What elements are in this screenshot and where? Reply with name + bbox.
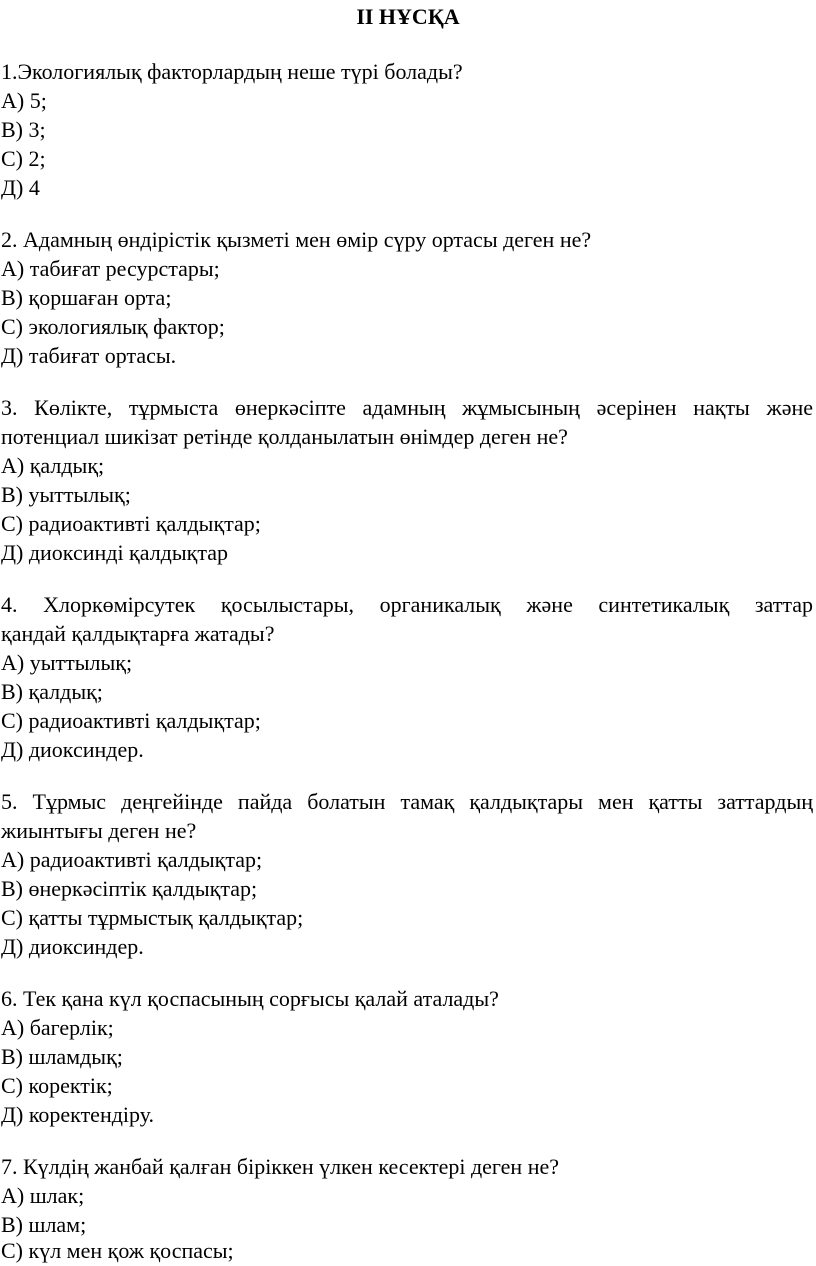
question-2-text: 2. Адамның өндірістік қызметі мен өмір сүру ортасы деген не? <box>1 227 592 252</box>
question-1-option-c: С) 2; <box>1 146 46 171</box>
question-3-text-line-2: потенциал шикізат ретінде қолданылатын өнімдер деген не? <box>1 424 568 449</box>
question-1-text: 1.Экологиялық факторлардың неше түрі болады? <box>1 59 463 84</box>
question-4-option-c: С) радиоактивті қалдықтар; <box>1 708 261 733</box>
question-7-option-b: В) шлам; <box>1 1212 87 1237</box>
question-2-option-a: А) табиғат ресурстары; <box>1 256 220 281</box>
question-4-option-b: В) қалдық; <box>1 679 103 704</box>
question-3-option-c: С) радиоактивті қалдықтар; <box>1 511 261 536</box>
question-5-option-b: В) өнеркәсіптік қалдықтар; <box>1 876 258 901</box>
question-5-text-line-2: жиынтығы деген не? <box>1 818 197 843</box>
question-1-option-a: А) 5; <box>1 88 47 113</box>
question-3-option-d: Д) диоксинді қалдықтар <box>1 540 228 565</box>
question-2-option-b: В) қоршаған орта; <box>1 285 172 310</box>
question-3-option-b: В) уыттылық; <box>1 482 131 507</box>
question-5-option-d: Д) диоксиндер. <box>1 934 144 959</box>
question-2-option-d: Д) табиғат ортасы. <box>1 343 177 368</box>
question-5-option-c: С) қатты тұрмыстық қалдықтар; <box>1 905 304 930</box>
question-1-option-d: Д) 4 <box>1 175 40 200</box>
question-6-option-c: С) коректік; <box>1 1073 113 1098</box>
question-2-option-c: С) экологиялық фактор; <box>1 314 225 339</box>
question-6-option-b: В) шламдық; <box>1 1044 123 1069</box>
question-7-option-a: А) шлак; <box>1 1183 85 1208</box>
question-5-option-a: А) радиоактивті қалдықтар; <box>1 847 263 872</box>
question-7-text: 7. Күлдің жанбай қалған біріккен үлкен кесектері деген не? <box>1 1154 560 1179</box>
question-6-option-d: Д) коректендіру. <box>1 1102 155 1127</box>
page-title: II НҰСҚА <box>356 4 460 29</box>
question-3-option-a: А) қалдық; <box>1 453 105 478</box>
question-4-option-a: А) уыттылық; <box>1 650 133 675</box>
question-6-option-a: А) багерлік; <box>1 1015 114 1040</box>
question-4-text-line-1: 4. Хлоркөмірсутек қосылыстары, органикалық және синтетикалық заттар <box>1 592 813 617</box>
question-1-option-b: В) 3; <box>1 117 46 142</box>
question-7-option-c: С) күл мен қож қоспасы; <box>1 1238 234 1263</box>
question-5-text-line-1: 5. Тұрмыс деңгейінде пайда болатын тамақ қалдықтары мен қатты заттардың <box>1 789 813 814</box>
question-3-text-line-1: 3. Көлікте, тұрмыста өнеркәсіпте адамның жұмысының әсерінен нақты және <box>1 395 813 420</box>
question-4-text-line-2: қандай қалдықтарға жатады? <box>1 621 275 646</box>
question-4-option-d: Д) диоксиндер. <box>1 737 144 762</box>
question-6-text: 6. Тек қана күл қоспасының сорғысы қалай аталады? <box>1 986 499 1011</box>
